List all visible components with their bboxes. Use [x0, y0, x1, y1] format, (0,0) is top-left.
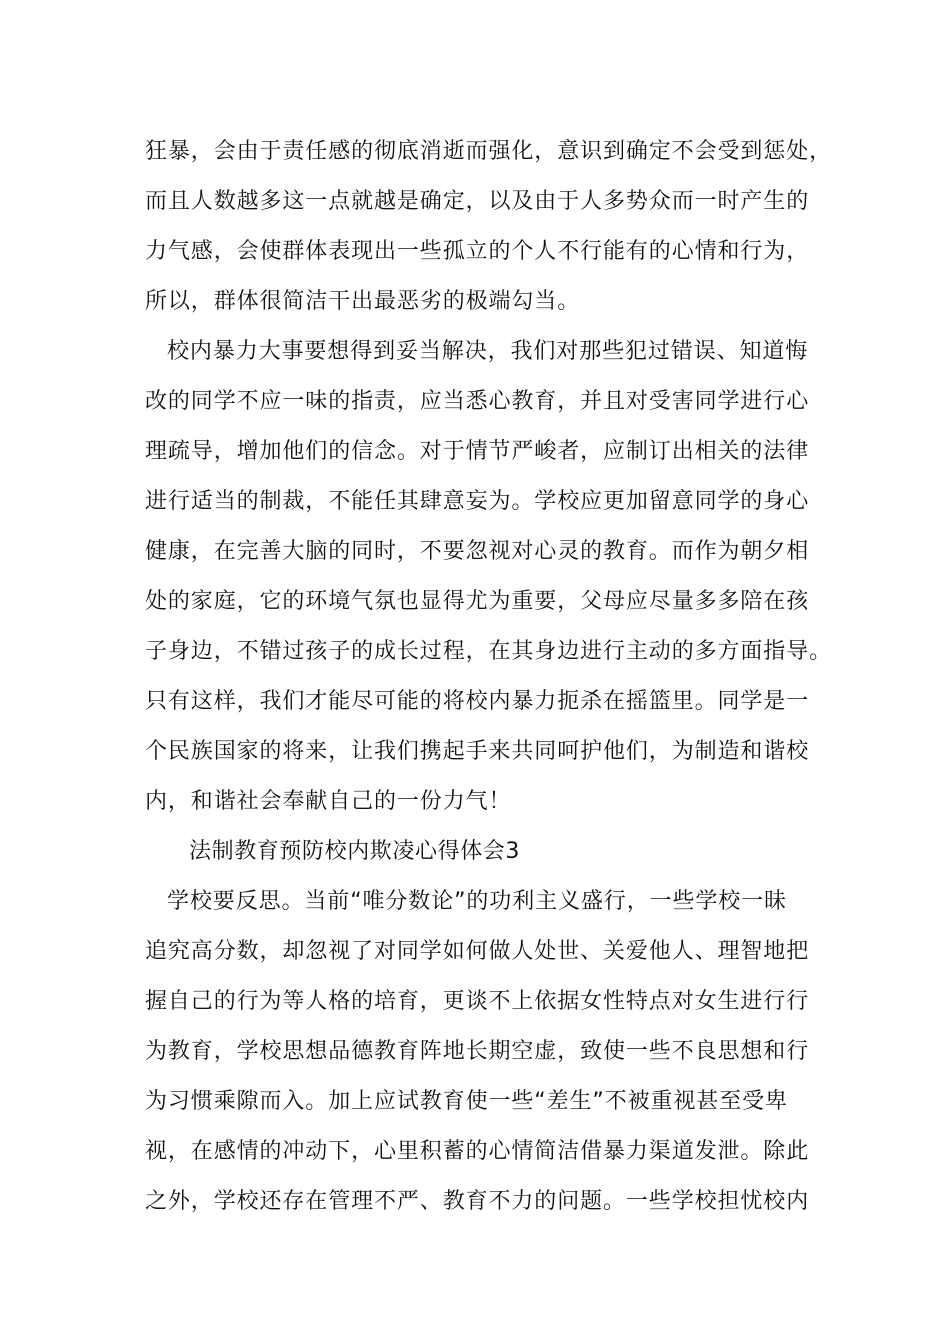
paragraph-line: 为教育，学校思想品德教育阵地长期空虚，致使一些不良思想和行 [145, 1039, 810, 1064]
paragraph-line: 个民族国家的将来，让我们携起手来共同呵护他们，为制造和谐校 [145, 739, 810, 764]
paragraph-line: 内，和谐社会奉献自己的一份力气！ [145, 789, 512, 814]
paragraph-line: 所以，群体很简洁干出最恶劣的极端勾当。 [145, 289, 581, 314]
paragraph-line: 处的家庭，它的环境气氛也显得尤为重要，父母应尽量多多陪在孩 [145, 589, 810, 614]
paragraph-line: 进行适当的制裁，不能任其肆意妄为。学校应更加留意同学的身心 [145, 489, 810, 514]
paragraph-line: 学校要反思。当前“唯分数论”的功利主义盛行，一些学校一昧 [167, 889, 787, 914]
paragraph-line: 而且人数越多这一点就越是确定，以及由于人多势众而一时产生的 [145, 189, 810, 214]
section-heading: 法制教育预防校内欺凌心得体会3 [189, 839, 520, 864]
paragraph-line: 追究高分数，却忽视了对同学如何做人处世、关爱他人、理智地把 [145, 939, 810, 964]
paragraph-line: 改的同学不应一味的指责，应当悉心教育，并且对受害同学进行心 [145, 389, 810, 414]
paragraph-line: 之外，学校还存在管理不严、教育不力的问题。一些学校担忧校内 [145, 1189, 810, 1214]
paragraph-line: 子身边，不错过孩子的成长过程，在其身边进行主动的多方面指导。 [145, 639, 833, 664]
paragraph-line: 只有这样，我们才能尽可能的将校内暴力扼杀在摇篮里。同学是一 [145, 689, 810, 714]
paragraph-line: 视，在感情的冲动下，心里积蓄的心情简洁借暴力渠道发泄。除此 [145, 1139, 810, 1164]
paragraph-line: 狂暴，会由于责任感的彻底消逝而强化，意识到确定不会受到惩处， [145, 139, 833, 164]
paragraph-line: 力气感，会使群体表现出一些孤立的个人不行能有的心情和行为， [145, 239, 810, 264]
paragraph-line: 理疏导，增加他们的信念。对于情节严峻者，应制订出相关的法律 [145, 439, 810, 464]
paragraph-line: 校内暴力大事要想得到妥当解决，我们对那些犯过错误、知道悔 [167, 339, 809, 364]
paragraph-line: 握自己的行为等人格的培育，更谈不上依据女性特点对女生进行行 [145, 989, 810, 1014]
paragraph-line: 健康，在完善大脑的同时，不要忽视对心灵的教育。而作为朝夕相 [145, 539, 810, 564]
paragraph-line: 为习惯乘隙而入。加上应试教育使一些“差生”不被重视甚至受卑 [145, 1089, 788, 1114]
